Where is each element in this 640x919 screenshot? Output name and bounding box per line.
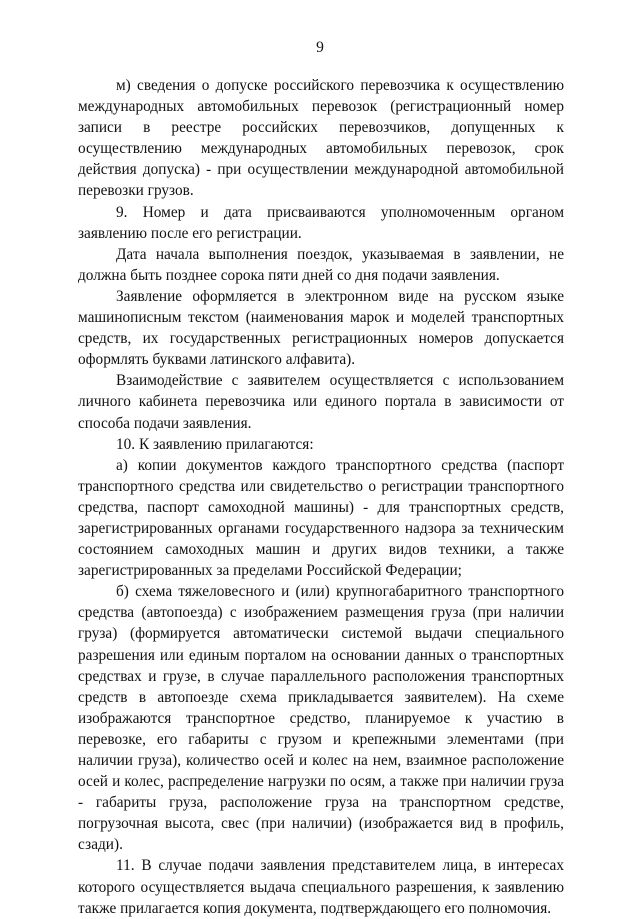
paragraph-item-m: м) сведения о допуске российского перевозчика к осуществлению международных автомобильных перевозок (регистрационный номер записи в реестре российских перевозчиков, допущенных к осуществлению международных автомобильных перевозок, срок действия допуска) - при осуществлении международной автомобильной перевозки грузов. <box>78 77 564 200</box>
paragraph-10-attachments: 10. К заявлению прилагаются: <box>116 435 314 453</box>
paragraph-item-b: б) схема тяжеловесного и (или) крупногабаритного транспортного средства (автопоезда) с изображением размещения груза (при наличии груза) (формируется автоматически системой выдачи специального разрешения или единым порталом на основании данных о транспортных средствах и грузе, в случае параллельного расположения транспортных средств в автопоезде схема прикладывается заявителем). На схеме изображаются транспортное средство, планируемое к участию в перевозке, его габариты с грузом и крепежными элементами (при наличии груза), количество осей и колес на нем, взаимное расположение осей и колес, распределение нагрузки по осям, а также при наличии груза - габариты груза, расположение груза на транспортном средстве, погрузочная высота, свес (при наличии) (изображается вид в профиль, сзади). <box>78 583 564 854</box>
paragraph-item-a: а) копии документов каждого транспортного средства (паспорт транспортного средства или свидетельство о регистрации транспортного средства, паспорт самоходной машины) - для транспортных средств, зарегистрированных органами государственного надзора за техническим состоянием самоходных машин и других видов техники, а также зарегистрированных за пределами Российской Федерации; <box>78 456 564 580</box>
page-number: 9 <box>316 39 324 56</box>
paragraph-start-date: Дата начала выполнения поездок, указываемая в заявлении, не должна быть позднее сорока пяти дней со дня подачи заявления. <box>78 245 564 284</box>
paragraph-11-representative: 11. В случае подачи заявления представителем лица, в интересах которого осуществляется выдача специального разрешения, к заявлению также прилагается копия документа, подтверждающего его полномочия. <box>78 857 564 917</box>
document-body <box>78 75 564 919</box>
paragraph-interaction: Взаимодействие с заявителем осуществляется с использованием личного кабинета перевозчика или единого портала в зависимости от способа подачи заявления. <box>78 372 564 432</box>
paragraph-electronic-form: Заявление оформляется в электронном виде на русском языке машинописным текстом (наименования марок и моделей транспортных средств, их государственных регистрационных номеров допускается оформлять буквами латинского алфавита). <box>78 287 564 369</box>
paragraph-9-number-date: 9. Номер и дата присваиваются уполномоченным органом заявлению после его регистрации. <box>78 203 564 242</box>
